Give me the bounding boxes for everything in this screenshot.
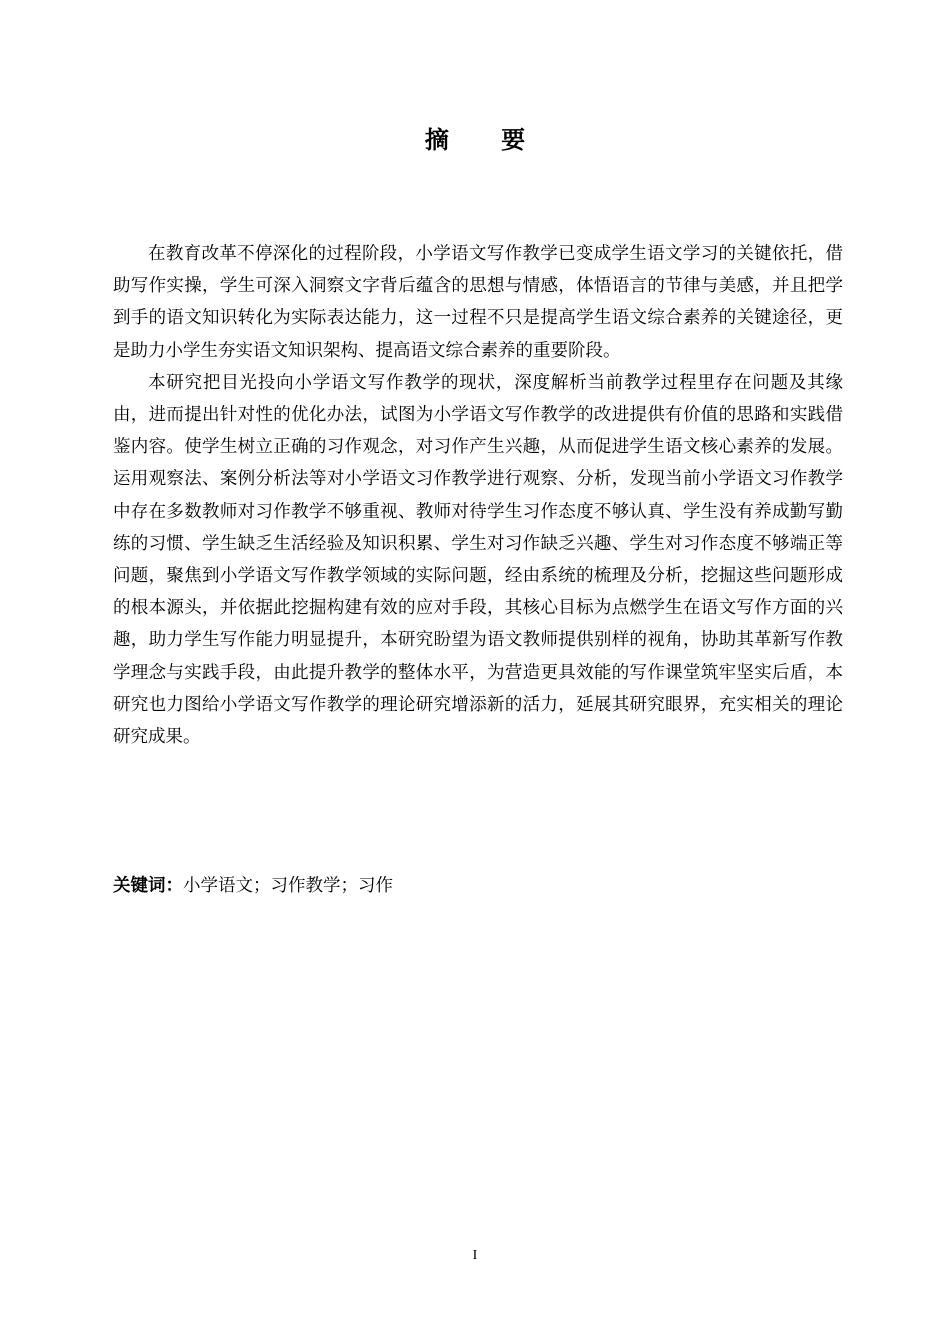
abstract-title: 摘 要 xyxy=(424,126,548,154)
keywords-label: 关键词： xyxy=(113,876,183,896)
abstract-paragraph-2: 本研究把目光投向小学语文写作教学的现状，深度解析当前教学过程里存在问题及其缘由，进而提出针对性的优化办法，试图为小学语文写作教学的改进提供有价值的思路和实践借鉴内容。使学生树立正确的习作观念，对习作产生兴趣，从而促进学生语文核心素养的发展。运用观察法、案例分析法等对小学语文习作教学进行观察、分析，发现当前小学语文习作教学中存在多数教师对习作教学不够重视、教师对待学生习作态度不够认真、学生没有养成勤写勤练的习惯、学生缺乏生活经验及知识积累、学生对习作缺乏兴趣、学生对习作态度不够端正等问题，聚焦到小学语文写作教学领域的实际问题，经由系统的梳理及分析，挖掘这些问题形成的根本源头，并依据此挖掘构建有效的应对手段，其核心目标为点燃学生在语文写作方面的兴趣，助力学生写作能力明显提升，本研究盼望为语文教师提供别样的视角，协助其革新写作教学理念与实践手段，由此提升教学的整体水平，为营造更具效能的写作课堂筑牢坚实后盾，本研究也力图给小学语文写作教学的理论研究增添新的活力，延展其研究眼界，充实相关的理论研究成果。 xyxy=(113,372,843,748)
abstract-body xyxy=(113,238,843,753)
abstract-paragraph-1: 在教育改革不停深化的过程阶段，小学语文写作教学已变成学生语文学习的关键依托，借助写作实操，学生可深入洞察文字背后蕴含的思想与情感，体悟语言的节律与美感，并且把学到手的语文知识转化为实际表达能力，这一过程不只是提高学生语文综合素养的关键途径，更是助力小学生夯实语文知识架构、提高语文综合素养的重要阶段。 xyxy=(113,244,843,361)
keywords-value: 小学语文；习作教学；习作 xyxy=(183,876,393,896)
page-number: I xyxy=(472,1248,478,1263)
keywords-line xyxy=(113,870,843,902)
